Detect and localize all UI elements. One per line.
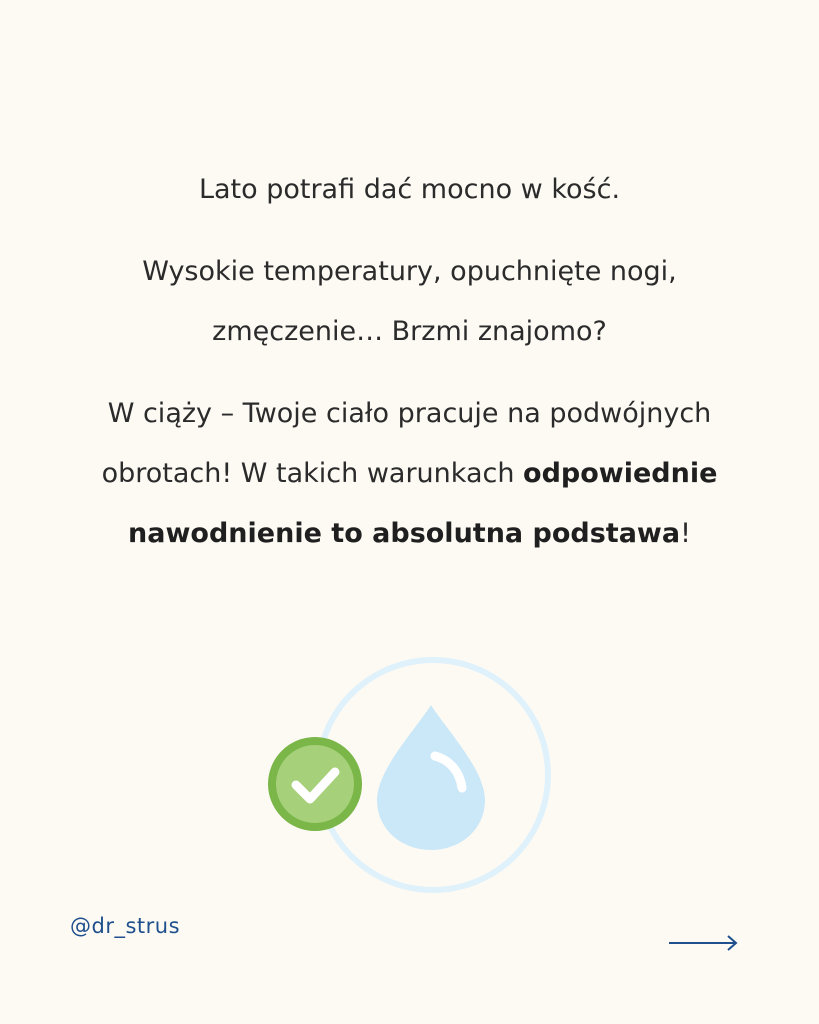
- main-text: [40, 160, 779, 564]
- pregnancy-line-1: W ciąży – Twoje ciało pracuje na podwójnych: [107, 398, 712, 429]
- intro-line: Lato potrafi dać mocno w kość.: [198, 174, 621, 205]
- check-badge-icon: [272, 741, 358, 827]
- author-handle: @dr_strus: [70, 914, 181, 938]
- emphasis-text-2: nawodnienie to absolutna podstawa: [128, 518, 681, 549]
- pregnancy-line-2-text: obrotach! W takich warunkach: [101, 458, 524, 489]
- hydration-illustration: [255, 650, 565, 900]
- symptoms-line-1: Wysokie temperatury, opuchnięte nogi,: [142, 256, 677, 287]
- pregnancy-line-2: [40, 444, 779, 504]
- arrow-right-icon[interactable]: [668, 932, 740, 954]
- symptoms-line-2: zmęczenie… Brzmi znajomo?: [212, 316, 607, 347]
- emphasis-text-1: odpowiednie: [523, 458, 718, 489]
- pregnancy-line-3: [40, 504, 779, 564]
- exclamation: !: [680, 518, 691, 549]
